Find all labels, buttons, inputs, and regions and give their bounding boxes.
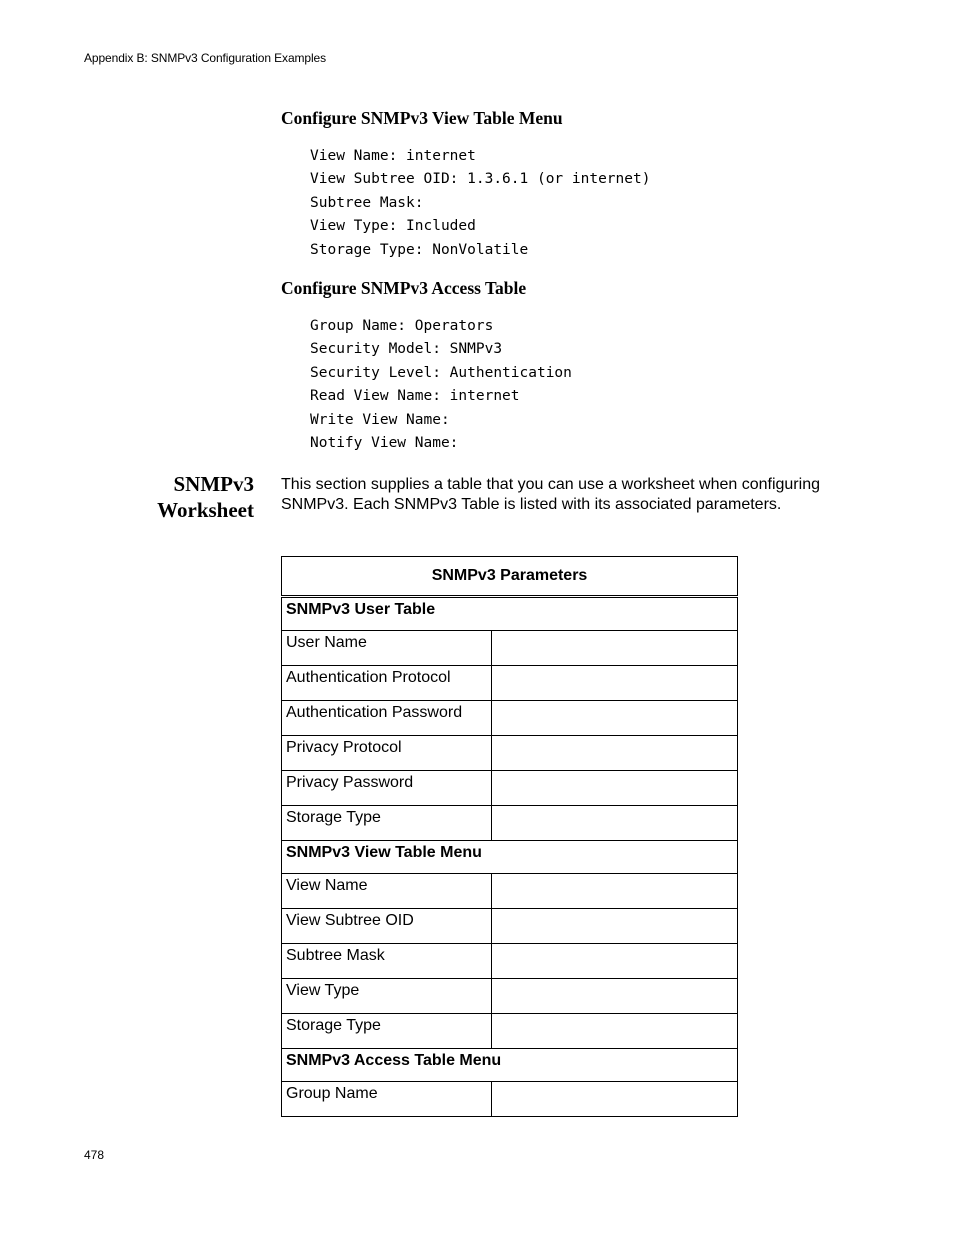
table-row <box>282 701 738 736</box>
table-row <box>282 806 738 841</box>
config-line: View Subtree OID: 1.3.6.1 (or internet) <box>310 171 651 188</box>
worksheet-section-heading <box>157 471 254 523</box>
param-label: Group Name <box>282 1082 492 1117</box>
worksheet-intro: This section supplies a table that you can use a worksheet when configuring SNMPv3. Each SNMPv3 Table is listed with its associated parameters. <box>281 476 820 513</box>
param-value-cell[interactable] <box>492 666 738 701</box>
table-title: SNMPv3 Parameters <box>282 557 738 597</box>
table-row <box>282 1082 738 1117</box>
table-row <box>282 666 738 701</box>
group-header-access-table-menu: SNMPv3 Access Table Menu <box>282 1049 738 1082</box>
param-label: View Subtree OID <box>282 909 492 944</box>
param-label: View Type <box>282 979 492 1014</box>
param-value-cell[interactable] <box>492 806 738 841</box>
config-line: View Name: internet <box>310 148 476 164</box>
param-value-cell[interactable] <box>492 874 738 909</box>
param-value-cell[interactable] <box>492 1014 738 1049</box>
view-table-heading: Configure SNMPv3 View Table Menu <box>281 108 563 128</box>
config-line: Subtree Mask: <box>310 194 424 211</box>
table-row <box>282 979 738 1014</box>
param-label: Privacy Protocol <box>282 736 492 771</box>
param-label: Storage Type <box>282 806 492 841</box>
table-row <box>282 1014 738 1049</box>
param-label: Authentication Password <box>282 701 492 736</box>
param-label: Authentication Protocol <box>282 666 492 701</box>
config-line: Read View Name: internet <box>310 388 520 405</box>
param-label: View Name <box>282 874 492 909</box>
config-line: Write View Name: <box>310 411 450 428</box>
param-value-cell[interactable] <box>492 944 738 979</box>
param-label: Privacy Password <box>282 771 492 806</box>
config-line: Storage Type: NonVolatile <box>310 241 529 258</box>
page-number: 478 <box>84 1148 105 1162</box>
config-line: View Type: Included <box>310 218 476 235</box>
table-group-row <box>282 841 738 874</box>
param-value-cell[interactable] <box>492 979 738 1014</box>
param-label: User Name <box>282 631 492 666</box>
section-heading-line: SNMPv3 <box>173 472 254 496</box>
table-row <box>282 874 738 909</box>
table-group-row <box>282 597 738 631</box>
access-table-heading: Configure SNMPv3 Access Table <box>281 278 527 298</box>
param-value-cell[interactable] <box>492 909 738 944</box>
param-label: Subtree Mask <box>282 944 492 979</box>
section-heading-line: Worksheet <box>157 498 254 522</box>
view-table-config <box>310 145 650 262</box>
param-label: Storage Type <box>282 1014 492 1049</box>
param-value-cell[interactable] <box>492 771 738 806</box>
group-header-view-table-menu: SNMPv3 View Table Menu <box>282 841 738 874</box>
snmpv3-worksheet-table <box>281 556 738 1117</box>
param-value-cell[interactable] <box>492 736 738 771</box>
table-row <box>282 909 738 944</box>
table-row <box>282 771 738 806</box>
config-line: Security Level: Authentication <box>310 364 572 381</box>
param-value-cell[interactable] <box>492 701 738 736</box>
group-header-user-table: SNMPv3 User Table <box>282 597 738 631</box>
param-value-cell[interactable] <box>492 1082 738 1117</box>
param-value-cell[interactable] <box>492 631 738 666</box>
table-row <box>282 736 738 771</box>
table-row <box>282 944 738 979</box>
config-line: Group Name: Operators <box>310 318 494 334</box>
table-header-row <box>282 557 738 597</box>
config-line: Notify View Name: <box>310 434 459 451</box>
access-table-config <box>310 315 572 455</box>
running-header: Appendix B: SNMPv3 Configuration Examples <box>84 51 327 65</box>
config-line: Security Model: SNMPv3 <box>310 341 503 358</box>
table-group-row <box>282 1049 738 1082</box>
table-row <box>282 631 738 666</box>
